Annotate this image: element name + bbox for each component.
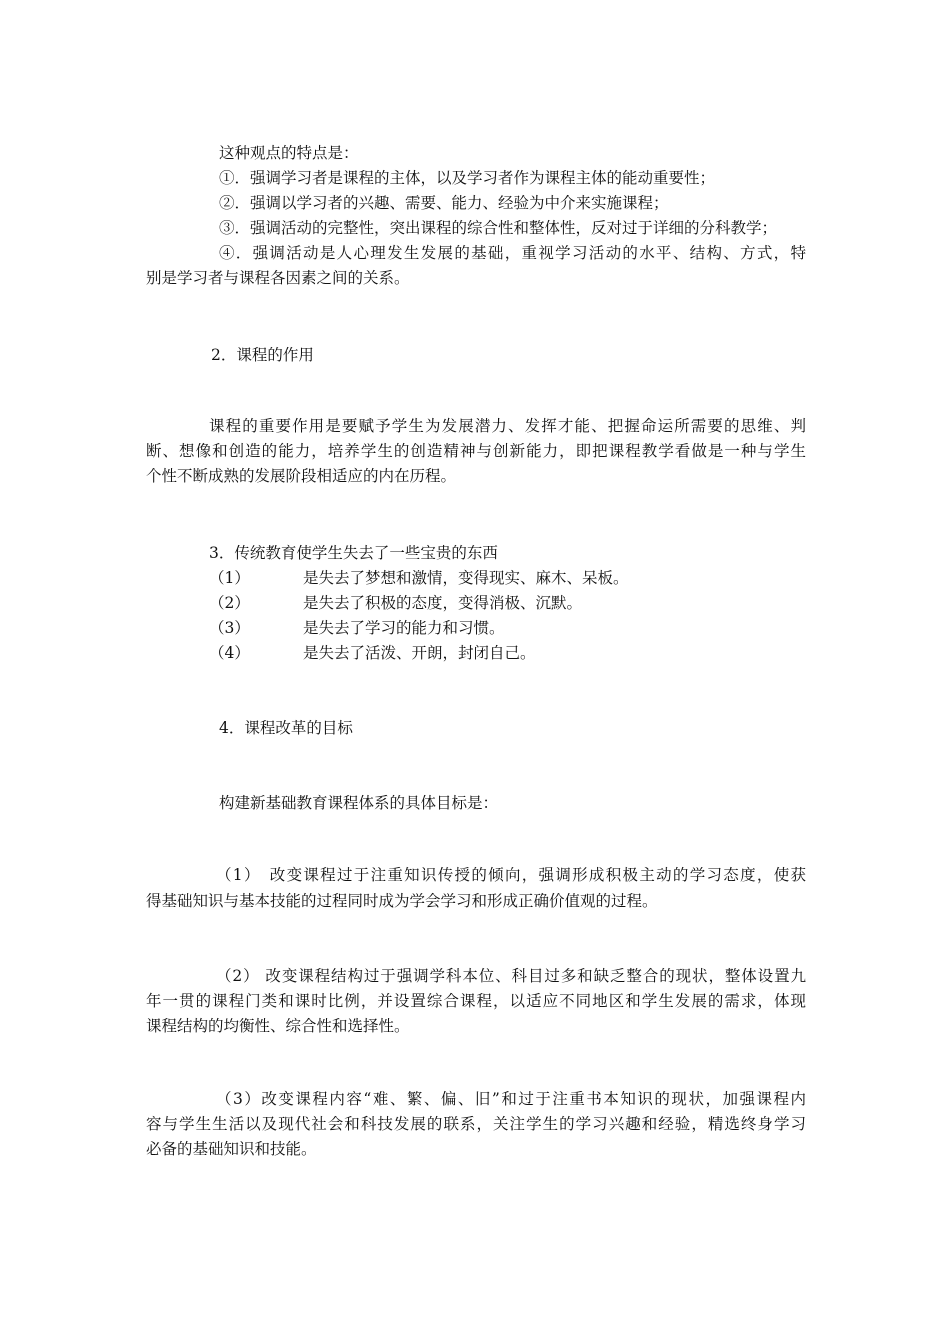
- list-item: [209, 643, 869, 663]
- feature-item-2: ②．强调以学习者的兴趣、需要、能力、经验为中介来实施课程；: [219, 194, 669, 212]
- list-item-label: （2）: [209, 594, 250, 612]
- section-2-paragraph-line-3: 个性不断成熟的发展阶段相适应的内在历程。: [146, 467, 457, 485]
- list-item-text: 是失去了活泼、开朗，封闭自己。: [303, 644, 536, 662]
- feature-item-4-line-2: 别是学习者与课程各因素之间的关系。: [146, 269, 410, 287]
- goal-2-line-1: （2） 改变课程结构过于强调学科本位、科目过多和缺乏整合的现状，整体设置九: [216, 967, 806, 985]
- goal-1-line-2: 得基础知识与基本技能的过程同时成为学会学习和形成正确价值观的过程。: [146, 892, 658, 910]
- list-item: [209, 568, 869, 588]
- goal-3-line-3: 必备的基础知识和技能。: [146, 1140, 317, 1158]
- list-item: [209, 593, 869, 613]
- list-item-label: （4）: [209, 644, 250, 662]
- section-2-paragraph-line-2: 断、想像和创造的能力，培养学生的创造精神与创新能力，即把课程教学看做是一种与学生: [146, 442, 806, 460]
- section-4-intro: 构建新基础教育课程体系的具体目标是：: [219, 794, 499, 812]
- section-2-heading: 2．课程的作用: [211, 346, 314, 364]
- goal-1-line-1: （1） 改变课程过于注重知识传授的倾向，强调形成积极主动的学习态度，使获: [216, 866, 806, 884]
- section-2-paragraph-line-1: 课程的重要作用是要赋予学生为发展潜力、发挥才能、把握命运所需要的思维、判: [209, 417, 806, 435]
- section-3-heading: 3．传统教育使学生失去了一些宝贵的东西: [209, 544, 498, 562]
- list-item-text: 是失去了梦想和激情，变得现实、麻木、呆板。: [303, 569, 629, 587]
- features-intro: 这种观点的特点是：: [219, 144, 359, 162]
- list-item-label: （1）: [209, 569, 250, 587]
- goal-3-line-1: （3）改变课程内容“难、繁、偏、旧”和过于注重书本知识的现状，加强课程内: [216, 1090, 806, 1108]
- list-item-text: 是失去了积极的态度，变得消极、沉默。: [303, 594, 583, 612]
- goal-3-line-2: 容与学生生活以及现代社会和科技发展的联系，关注学生的学习兴趣和经验，精选终身学习: [146, 1115, 806, 1133]
- feature-item-1: ①．强调学习者是课程的主体，以及学习者作为课程主体的能动重要性；: [219, 169, 716, 187]
- goal-2-line-2: 年一贯的课程门类和课时比例，并设置综合课程，以适应不同地区和学生发展的需求，体现: [146, 992, 806, 1010]
- feature-item-3: ③．强调活动的完整性，突出课程的综合性和整体性，反对过于详细的分科教学；: [219, 219, 778, 237]
- list-item-label: （3）: [209, 619, 250, 637]
- list-item: [209, 618, 869, 638]
- feature-item-4-line-1: ④．强调活动是人心理发生发展的基础，重视学习活动的水平、结构、方式，特: [219, 244, 806, 262]
- goal-2-line-3: 课程结构的均衡性、综合性和选择性。: [146, 1017, 410, 1035]
- list-item-text: 是失去了学习的能力和习惯。: [303, 619, 505, 637]
- section-4-heading: 4．课程改革的目标: [219, 719, 353, 737]
